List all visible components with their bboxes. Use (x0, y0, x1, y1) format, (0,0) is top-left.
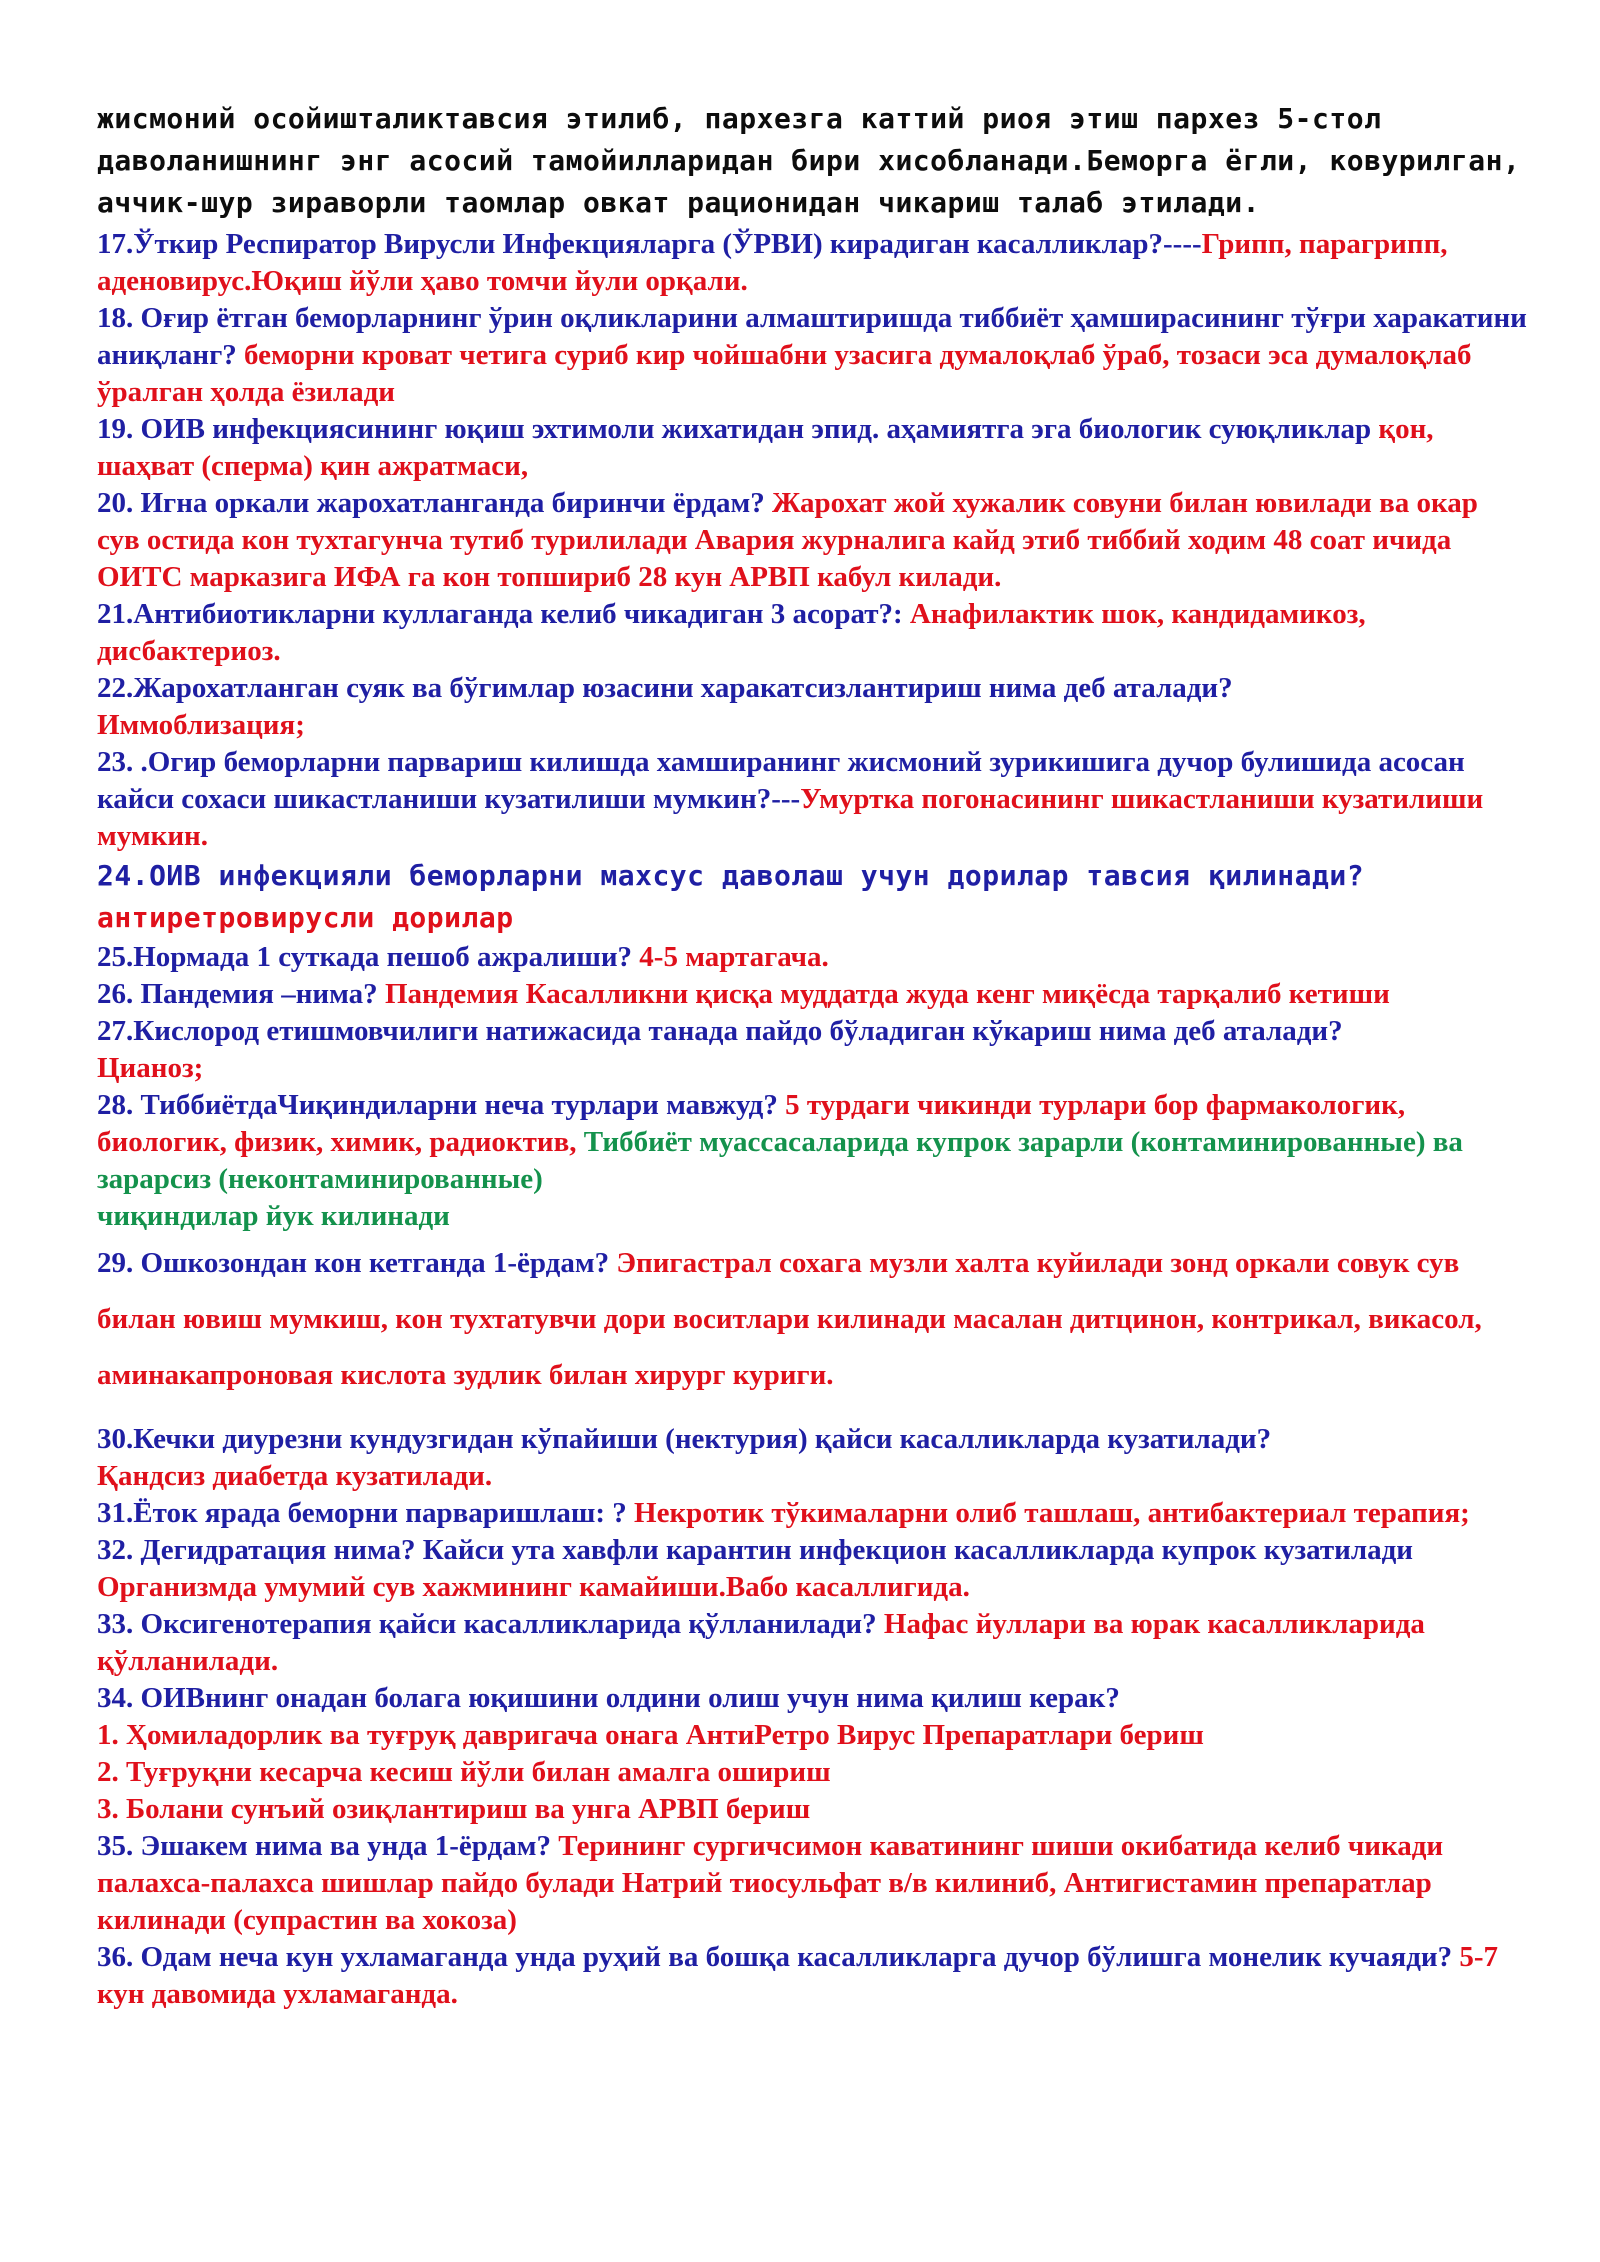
spacer (97, 1403, 1527, 1421)
answer: Умуртка погонасининг шикастланиши кузатилиши мумкин. (97, 783, 1484, 852)
answer: Қандсиз диабетда кузатилади. (97, 1460, 493, 1492)
item-20 (97, 485, 1527, 596)
item-28 (97, 1087, 1527, 1235)
answer: Иммоблизация; (97, 709, 305, 741)
item-26 (97, 976, 1527, 1013)
answer: 4-5 мартагача. (632, 941, 829, 973)
intro-paragraph: жисмоний осойишталиктавсия этилиб, пархезга каттий риоя этиш пархез 5-стол даволанишнинг энг асосий тамойилларидан бири хисобланади.Беморга ёгли, ковурилган, аччик-шур зираворли таомлар овкат рационидан чикариш талаб этилади. (97, 102, 1521, 219)
answer: Эпигастрал сохага музли халта куйилади зонд оркали совук сув билан ювиш мумкиш, кон тухтатувчи дори воситлари килинади масалан дитцинон, контрикал, викасол, аминакапроновая кислота зудлик билан хирург куриги. (97, 1247, 1482, 1391)
item-18 (97, 300, 1527, 411)
question: 20. Игна оркали жарохатланганда биринчи ёрдам? (97, 487, 765, 519)
item-21 (97, 596, 1527, 670)
item-30 (97, 1421, 1527, 1495)
question: 32. Дегидратация нима? Кайси ута хавфли карантин инфекцион касалликларда купрок кузатилади (97, 1534, 1414, 1566)
question: 23. .Огир беморларни парвариш килишда хамширанинг жисмоний зурикишига дучор булишида асосан кайси сохаси шикастланиши кузатилиши мумкин?--- (97, 746, 1465, 815)
item-22 (97, 670, 1527, 744)
question: 22.Жарохатланган суяк ва бўгимлар юзасини харакатсизлантириш нима деб аталади? (97, 672, 1233, 704)
answer: Нафас йуллари ва юрак касалликларида қўлланилади. (97, 1608, 1425, 1677)
question: 34. ОИВнинг онадан болага юқишини олдини олиш учун нима қилиш керак? (97, 1682, 1120, 1714)
answer: Цианоз; (97, 1052, 204, 1084)
question: 27.Кислород етишмовчилиги натижасида танада пайдо бўладиган кўкариш нима деб аталади? (97, 1015, 1343, 1047)
question: 21.Антибиотикларни куллаганда келиб чикадиган 3 асорат?: (97, 598, 903, 630)
document-page (97, 98, 1527, 2013)
item-34 (97, 1680, 1527, 1828)
answer: беморни кроват четига суриб кир чойшабни узасига думалоқлаб ўраб, тозаси эса думалоқлаб ўралган ҳолда ёзилади (97, 339, 1472, 408)
answer: Терининг сургичсимон каватининг шиши окибатида келиб чикади палахса-палахса шишлар пайдо булади Натрий тиосульфат в/в килиниб, Антигистамин препаратлар килинади (супрастин ва хокоза) (97, 1830, 1444, 1936)
answer: 5-7 кун давомида ухламаганда. (97, 1941, 1499, 2010)
answer: 5 турдаги чикинди турлари бор фармакологик, биологик, физик, химик, радиоктив, (97, 1089, 1406, 1158)
question: 30.Кечки диурезни кундузгидан кўпайиши (нектурия) қайси касалликларда кузатилади? (97, 1423, 1272, 1455)
question: 29. Ошкозондан кон кетганда 1-ёрдам? (97, 1247, 610, 1279)
item-35 (97, 1828, 1527, 1939)
answer-line-2: 2. Туғруқни кесарча кесиш йўли билан амалга ошириш (97, 1756, 831, 1788)
answer: Пандемия Касалликни қисқа муддатда жуда кенг миқёсда тарқалиб кетиши (377, 978, 1390, 1010)
answer: Грипп, парагрипп, аденовирус.Юқиш йўли ҳаво томчи йули орқали. (97, 228, 1448, 297)
question: 31.Ёток ярада беморни парваришлаш: ? (97, 1497, 627, 1529)
question: 18. Оғир ётган беморларнинг ўрин оқликларини алмаштиришда тиббиёт ҳамширасининг тўғри харакатини аниқланг? (97, 302, 1527, 371)
item-17 (97, 226, 1527, 300)
item-29 (97, 1235, 1527, 1403)
item-36 (97, 1939, 1527, 2013)
question: 35. Эшакем нима ва унда 1-ёрдам? (97, 1830, 551, 1862)
answer: Некротик тўкималарни олиб ташлаш, антибактериал терапия; (626, 1497, 1470, 1529)
answer-green-line: чиқиндилар йук килинади (97, 1200, 450, 1232)
answer-green: Тиббиёт муассасаларида купрок зарарли (контаминированные) ва зарарсиз (неконтаминированные) (97, 1126, 1463, 1195)
item-27 (97, 1013, 1527, 1087)
answer-line-3: 3. Болани сунъий озиқлантириш ва унга АРВП бериш (97, 1793, 811, 1825)
answer: Анафилактик шок, кандидамикоз, дисбактериоз. (97, 598, 1366, 667)
item-23 (97, 744, 1527, 855)
question: 17.Ўткир Респиратор Вирусли Инфекцияларга (ЎРВИ) кирадиган касалликлар?---- (97, 228, 1202, 260)
item-24 (97, 855, 1527, 939)
answer: Организмда умумий сув хажмининг камайиши.Вабо касаллигида. (97, 1571, 970, 1603)
answer: антиретровирусли дорилар (97, 901, 514, 934)
answer: Жарохат жой хужалик совуни билан ювилади ва окар сув остида кон тухтагунча тутиб турилилади Авария журналига кайд этиб тиббий ходим 48 соат ичида ОИТС марказига ИФА га кон топшириб 28 кун АРВП кабул килади. (97, 487, 1478, 593)
answer-line-1: 1. Ҳомиладорлик ва туғруқ давригача онага АнтиРетро Вирус Препаратлари бериш (97, 1719, 1204, 1751)
answer: қон, шаҳват (сперма) қин ажратмаси, (97, 413, 1434, 482)
item-31 (97, 1495, 1527, 1532)
question: 26. Пандемия –нима? (97, 978, 378, 1010)
question: 25.Нормада 1 суткада пешоб ажралиши? (97, 941, 633, 973)
question: 36. Одам неча кун ухламаганда унда руҳий ва бошқа касалликларга дучор бўлишга монелик кучаяди? (97, 1941, 1453, 1973)
question: 33. Оксигенотерапия қайси касалликларида қўлланилади? (97, 1608, 877, 1640)
question: 19. ОИВ инфекциясининг юқиш эхтимоли жихатидан эпид. аҳамиятга эга биологик суюқликлар (97, 413, 1379, 445)
question: 24.ОИВ инфекцияли беморларни махсус даволаш учун дорилар тавсия қилинади? (97, 859, 1365, 892)
item-19 (97, 411, 1527, 485)
item-32 (97, 1532, 1527, 1606)
item-33 (97, 1606, 1527, 1680)
question: 28. ТиббиётдаЧиқиндиларни неча турлари мавжуд? (97, 1089, 778, 1121)
item-25 (97, 939, 1527, 976)
